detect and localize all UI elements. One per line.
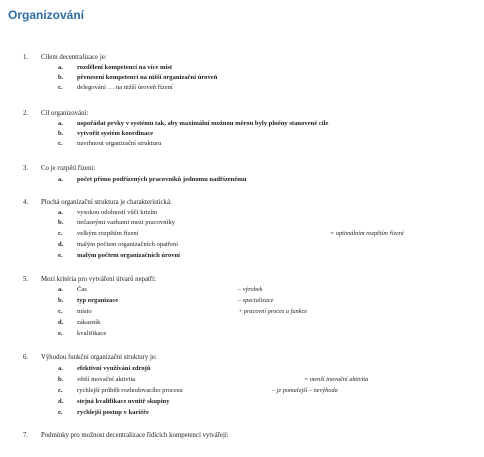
item-text: typ organizace (77, 297, 119, 304)
item-letter: c. (58, 387, 63, 394)
list-item (0, 208, 484, 218)
item-text: kvalifikace (77, 330, 107, 337)
page-title: Organizování (8, 8, 85, 22)
question-number: 3. (23, 165, 29, 172)
item-letter: a. (58, 64, 63, 71)
list-item (0, 175, 484, 185)
list-item (0, 318, 484, 328)
item-letter: c. (58, 230, 63, 237)
question-number: 7. (23, 432, 29, 439)
list-item (0, 364, 484, 374)
item-letter: b. (58, 130, 64, 137)
list-item (0, 397, 484, 407)
item-letter: e. (58, 409, 63, 416)
question-text: Cílem decentralizace je: (41, 54, 107, 61)
list-item (0, 240, 484, 250)
question-text: Mezi kritéria pro vytváření útvarů nepatří: (41, 276, 156, 283)
list-item (0, 251, 484, 261)
item-letter: d. (58, 241, 64, 248)
handwritten-note: – výrobek (238, 286, 263, 293)
handwritten-note: = optimálním rozpětím řízení (330, 230, 404, 237)
list-item (0, 229, 484, 239)
list-item (0, 386, 484, 396)
handwritten-note: – je pomalejší – nevýhoda (272, 387, 338, 394)
item-letter: c. (58, 308, 63, 315)
question-text: Plochá organizační struktura je charakteristická: (41, 199, 172, 206)
item-text: počet přímo podřízených pracovníků jednomu nadřízenému (77, 176, 247, 183)
item-text: delegování … na nižší úroveň řízení (77, 84, 173, 91)
list-item (0, 73, 484, 83)
question-number: 5. (23, 276, 29, 283)
item-letter: d. (58, 398, 64, 405)
item-text: vysokou odolností vůči krizím (77, 209, 158, 216)
item-letter: a. (58, 209, 63, 216)
item-text: rozdělení kompetencí na více míst (77, 64, 173, 71)
item-letter: a. (58, 120, 63, 127)
list-item (0, 218, 484, 228)
item-text: malým počtem organizačních úrovní (77, 252, 180, 259)
item-text: malým počtem organizačních opatření (77, 241, 179, 248)
question-number: 6. (23, 354, 29, 361)
item-text: nečasnými vazbami mezi pracovníky (77, 219, 175, 226)
list-item (0, 285, 484, 295)
item-text: efektivní využívání zdrojů (77, 365, 151, 372)
item-text: navrhnout organizační strukturu (77, 140, 162, 147)
question-number: 4. (23, 199, 29, 206)
list-item (0, 63, 484, 73)
item-text: uspořádat prvky v systému tak, aby maximální možnou měrou byly plněny stanovené cíle (77, 120, 329, 127)
question-text: Cíl organizování: (41, 110, 89, 117)
item-text: větší inovační aktivita (77, 376, 136, 383)
item-letter: d. (58, 319, 64, 326)
list-item (0, 296, 484, 306)
question-text: Podmínky pro možnost decentralizace řídících kompetencí vytvářejí: (41, 432, 229, 439)
item-letter: c. (58, 84, 63, 91)
item-letter: b. (58, 376, 64, 383)
handwritten-note: – specializace (238, 297, 274, 304)
item-letter: b. (58, 74, 64, 81)
list-item (0, 139, 484, 149)
item-text: rychlejší postup v kariéře (77, 409, 149, 416)
item-text: Čas (77, 286, 87, 293)
list-item (0, 83, 484, 93)
item-letter: c. (58, 140, 63, 147)
list-item (0, 408, 484, 418)
item-text: velkým rozpětím řízení (77, 230, 139, 237)
list-item (0, 307, 484, 317)
item-letter: a. (58, 286, 63, 293)
item-text: vytvořit systém koordinace (77, 130, 154, 137)
list-item (0, 329, 484, 339)
question-number: 2. (23, 110, 29, 117)
item-text: místo (77, 308, 92, 315)
question-text: Výhodou funkční organizační struktury je: (41, 354, 157, 361)
list-item (0, 119, 484, 129)
question-text: Co je rozpětí řízení: (41, 165, 96, 172)
item-letter: b. (58, 297, 64, 304)
item-letter: e. (58, 252, 63, 259)
item-text: přenesení kompetencí na nižší organizační úroveň (77, 74, 218, 81)
item-text: rychlejší průběh rozhodovacího procesu (77, 387, 183, 394)
question-number: 1. (23, 54, 29, 61)
item-letter: a. (58, 365, 63, 372)
handwritten-note: = menší inovační aktivita (304, 376, 369, 383)
item-letter: b. (58, 219, 64, 226)
item-text: stejná kvalifikace uvnitř skupiny (77, 398, 170, 405)
item-letter: a. (58, 176, 63, 183)
item-letter: e. (58, 330, 63, 337)
item-text: zákazník (77, 319, 101, 326)
handwritten-note: + pracovní proces a funkce (238, 308, 308, 315)
list-item (0, 129, 484, 139)
list-item (0, 375, 484, 385)
